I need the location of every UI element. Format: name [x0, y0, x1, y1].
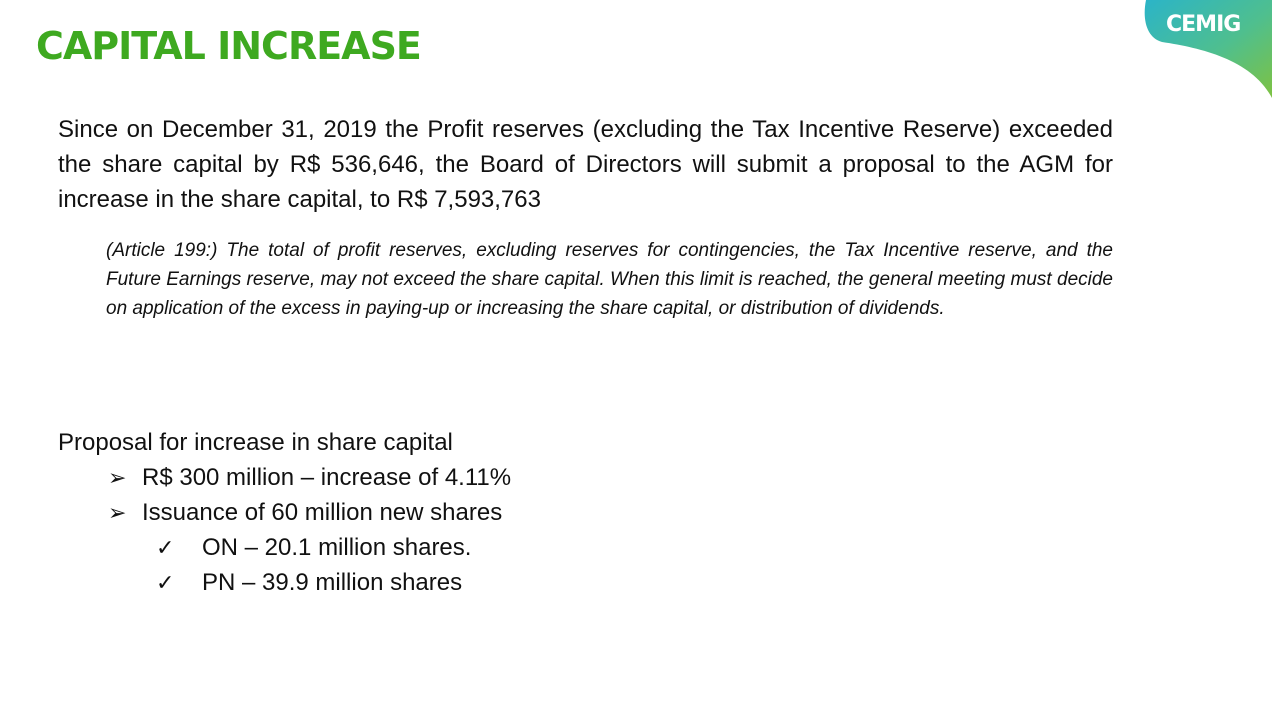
sub-list-item	[58, 530, 958, 565]
sub-list-item-text: PN – 39.9 million shares	[202, 569, 463, 596]
list-item	[58, 495, 958, 530]
list-item-text: Issuance of 60 million new shares	[142, 499, 503, 526]
page-title: CAPITAL INCREASE	[36, 24, 421, 68]
list-item-text: R$ 300 million – increase of 4.11%	[142, 464, 512, 491]
checkmark-icon: ✓	[156, 570, 175, 595]
arrow-bullet-icon: ➢	[108, 465, 127, 490]
logo-text: CEMIG	[1166, 12, 1241, 37]
company-logo	[1142, 0, 1272, 100]
proposal-section	[58, 425, 958, 600]
checkmark-icon: ✓	[156, 535, 175, 560]
sub-list-item-text: ON – 20.1 million shares.	[202, 534, 472, 561]
list-item	[58, 460, 958, 495]
proposal-title: Proposal for increase in share capital	[58, 429, 453, 456]
sub-list-item	[58, 565, 958, 600]
article-quote: (Article 199:) The total of profit reserves, excluding reserves for contingencies, the Tax Incentive reserve, and the Future Earnings reserve, may not exceed the share capital. When this limit is reached, the general meeting must decide on application of the excess in paying-up or increasing the share capital, or distribution of dividends.	[106, 240, 1113, 319]
arrow-bullet-icon: ➢	[108, 500, 127, 525]
intro-paragraph: Since on December 31, 2019 the Profit reserves (excluding the Tax Incentive Reserve) exceeded the share capital by R$ 536,646, the Board of Directors will submit a proposal to the AGM for increase in the share capital, to R$ 7,593,763	[58, 116, 1113, 213]
